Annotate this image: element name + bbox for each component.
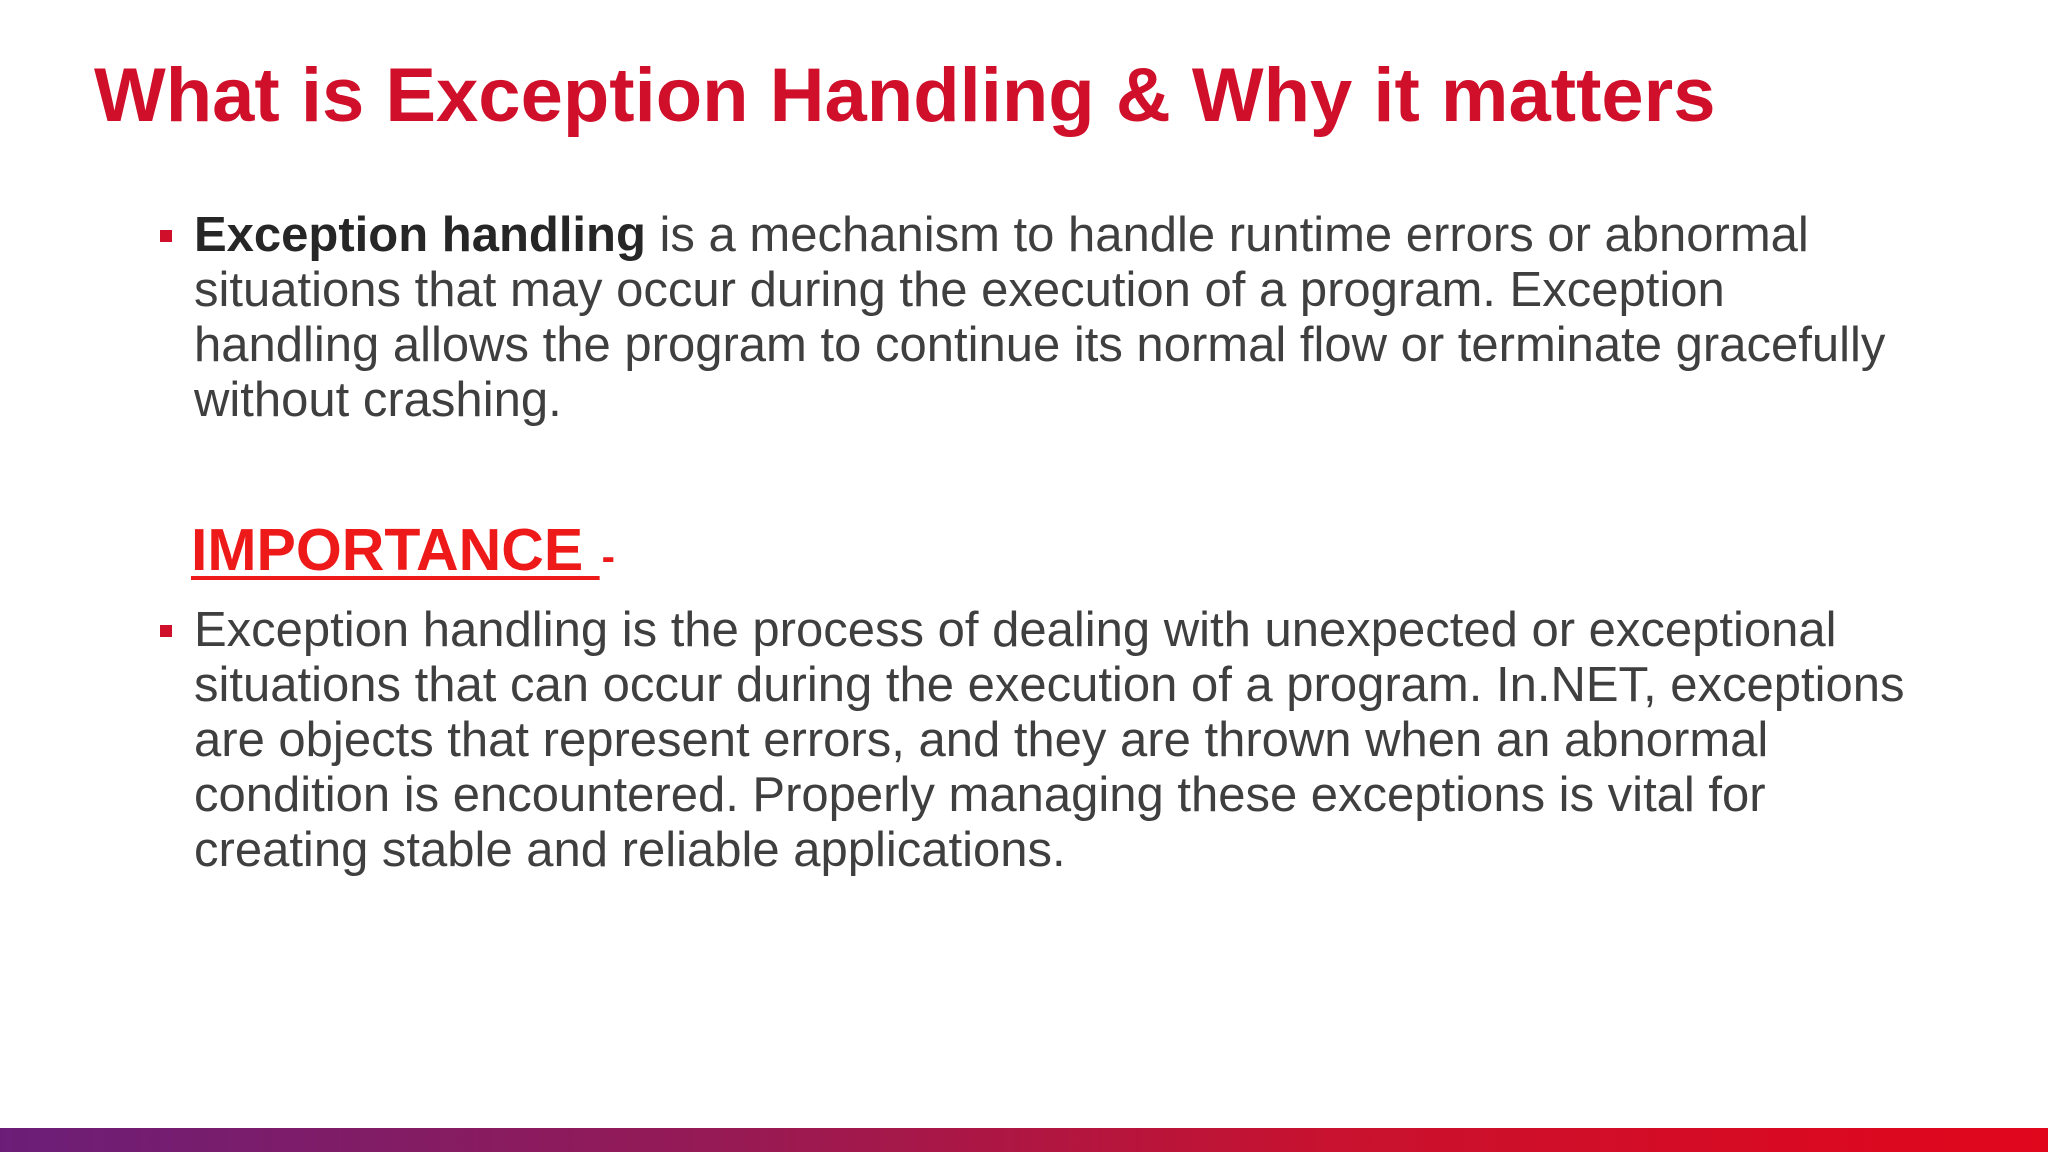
heading-text: IMPORTANCE bbox=[191, 517, 600, 583]
square-bullet-icon bbox=[160, 230, 172, 242]
slide-title: What is Exception Handling & Why it matters bbox=[94, 53, 1716, 138]
section-heading-importance bbox=[191, 515, 615, 592]
bold-term: Exception handling bbox=[194, 208, 646, 262]
bullet-item-importance bbox=[194, 603, 1914, 878]
bullet-item-definition bbox=[194, 208, 1914, 428]
bullet-text bbox=[194, 208, 1914, 428]
square-bullet-icon bbox=[160, 625, 172, 637]
bullet-body: is a mechanism to handle runtime errors or abnormal situations that may occur during the execution of a program. Exception handling allows the program to continue its normal flow or terminate gracefully without crashing. bbox=[194, 208, 1886, 427]
bullet-text: Exception handling is the process of dealing with unexpected or exceptional situations that can occur during the execution of a program. In.NET, exceptions are objects that represent errors, and they are thrown when an abnormal condition is encountered. Properly managing these exceptions is vital for creating stable and reliable applications. bbox=[194, 603, 1905, 877]
bottom-gradient-bar bbox=[0, 1128, 2048, 1152]
heading-suffix: - bbox=[601, 535, 615, 579]
